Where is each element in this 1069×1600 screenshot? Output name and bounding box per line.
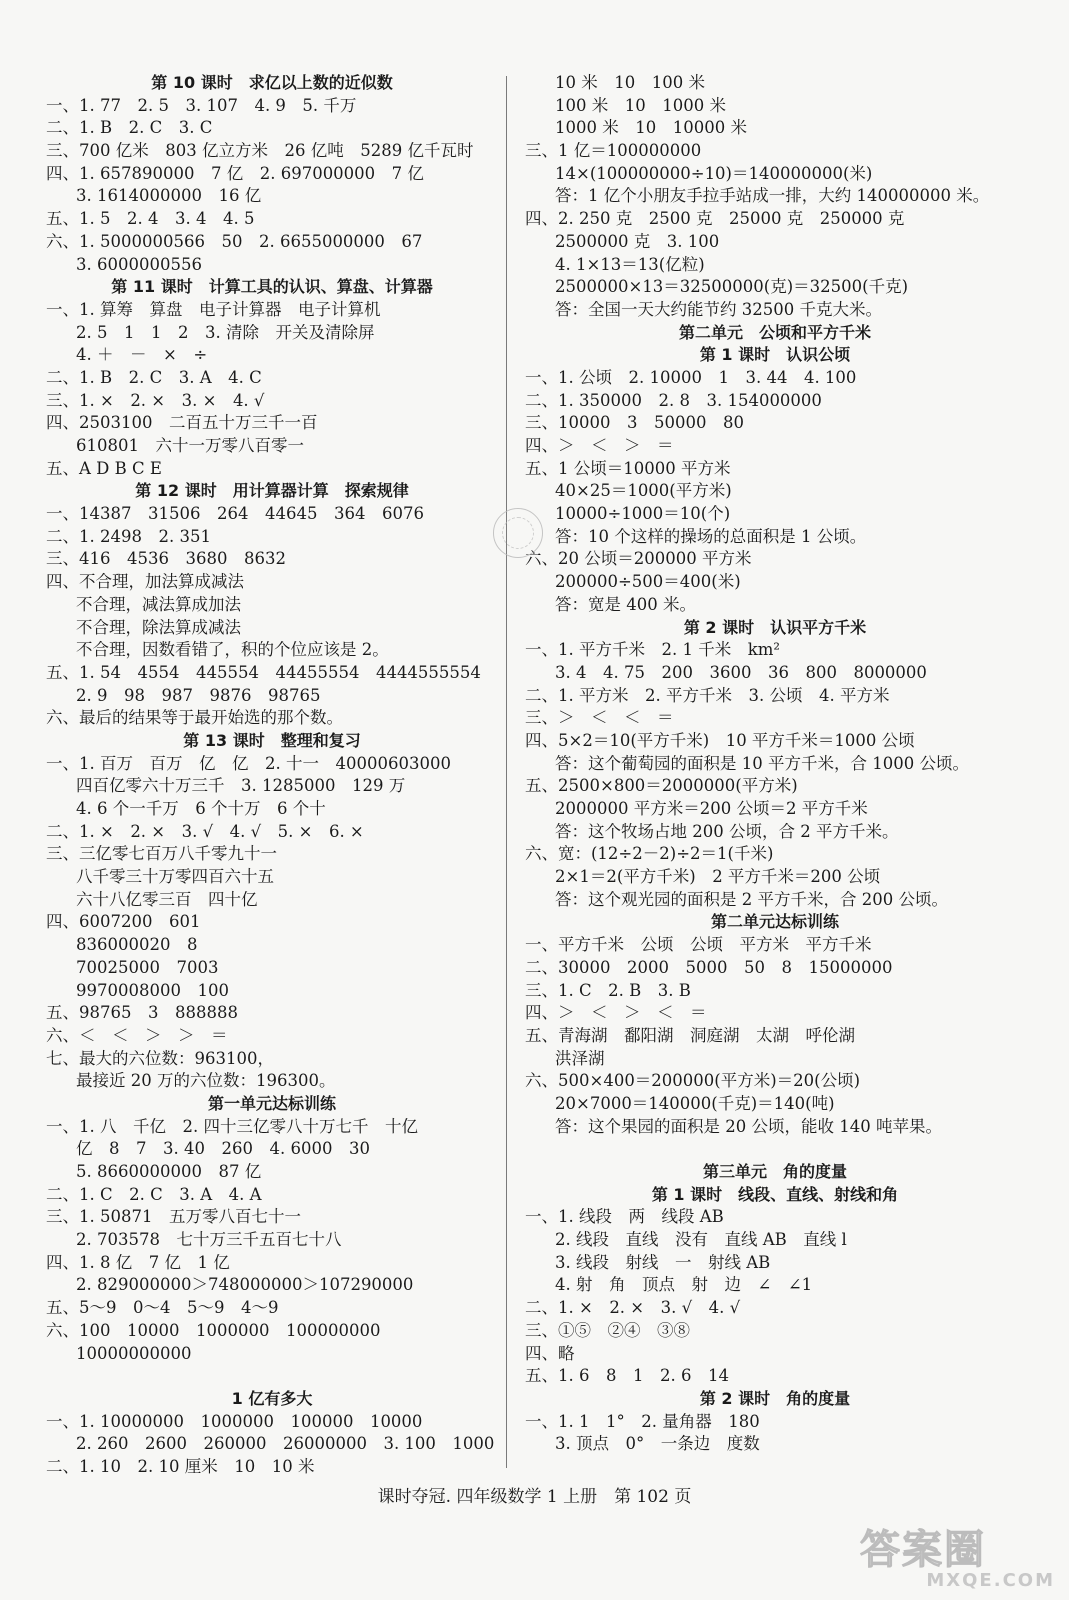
answer-line: 答：这个观光园的面积是 2 平方千米，合 200 公顷。 bbox=[555, 889, 948, 909]
answer-line: 七、最大的六位数：963100， bbox=[46, 1048, 274, 1068]
answer-line: 一、平方千米 公顷 公顷 平方米 平方千米 bbox=[525, 935, 872, 955]
answer-line: 二、1. B 2. C 3. A 4. C bbox=[46, 367, 262, 387]
answer-line: 2. 线段 直线 没有 直线 AB 直线 l bbox=[555, 1230, 847, 1250]
answer-line: 3. 4 4. 75 200 3600 36 800 8000000 bbox=[555, 662, 927, 682]
answer-line: 610801 六十一万零八百零一 bbox=[76, 436, 304, 455]
section-heading: 1 亿有多大 bbox=[231, 1388, 313, 1408]
section-heading: 第 13 课时 整理和复习 bbox=[183, 730, 361, 750]
answer-line: 一、1. 10000000 1000000 100000 10000 bbox=[46, 1411, 423, 1431]
answer-line: 四百亿零六十万三千 3. 1285000 129 万 bbox=[76, 776, 406, 796]
answer-line: 最接近 20 万的六位数：196300。 bbox=[76, 1071, 336, 1091]
section-heading: 第 12 课时 用计算器计算 探索规律 bbox=[135, 481, 409, 501]
answer-line: 五、1 公顷＝10000 平方米 bbox=[525, 458, 731, 478]
answer-line: 2500000 克 3. 100 bbox=[555, 231, 720, 251]
section-heading: 第 2 课时 角的度量 bbox=[699, 1388, 851, 1408]
watermark-logo bbox=[860, 1528, 1055, 1590]
answer-line: 一、1. 77 2. 5 3. 107 4. 9 5. 千万 bbox=[46, 95, 357, 115]
answer-line: 四、6007200 601 bbox=[46, 912, 201, 932]
answer-line: 2×1＝2(平方千米) 2 平方千米＝200 公顷 bbox=[555, 867, 881, 887]
answer-line: 9970008000 100 bbox=[76, 980, 229, 1000]
answer-line: 4. 6 个一千万 6 个十万 6 个十 bbox=[76, 799, 326, 818]
answer-line: 答：1 亿个小朋友手拉手站成一排，大约 140000000 米。 bbox=[555, 186, 990, 206]
answer-line: 答：全国一天大约能节约 32500 千克大米。 bbox=[555, 299, 882, 319]
answer-line: 14×(100000000÷10)＝140000000(米) bbox=[555, 163, 873, 183]
answer-line: 不合理，因数看错了，积的个位应该是 2。 bbox=[76, 640, 389, 660]
answer-line: 836000020 8 bbox=[76, 935, 198, 955]
answer-line: 四、略 bbox=[525, 1343, 575, 1363]
answer-line: 一、1. 1 1° 2. 量角器 180 bbox=[525, 1411, 760, 1431]
answer-line: 2500000×13＝32500000(克)＝32500(千克) bbox=[555, 277, 909, 297]
answer-line: 三、416 4536 3680 8632 bbox=[46, 549, 286, 569]
answer-line: 一、1. 平方千米 2. 1 千米 km² bbox=[525, 640, 780, 660]
answer-line: 三、①⑤ ②④ ③⑧ bbox=[525, 1320, 690, 1340]
answer-line: 4. 射 角 顶点 射 边 ∠ ∠1 bbox=[555, 1275, 813, 1295]
answer-line: 2. 829000000＞748000000＞107290000 bbox=[76, 1275, 414, 1295]
section-heading: 第 10 课时 求亿以上数的近似数 bbox=[151, 73, 393, 92]
section-heading: 第 1 课时 认识公顷 bbox=[699, 345, 851, 365]
right-column bbox=[525, 72, 1025, 1456]
answer-line: 20×7000＝140000(千克)＝140(吨) bbox=[555, 1093, 835, 1113]
answer-line: 四、＞ ＜ ＞ ＜ ＝ bbox=[525, 1003, 707, 1023]
answer-line: 一、1. 线段 两 线段 AB bbox=[525, 1207, 724, 1227]
answer-line: 六、100 10000 1000000 100000000 bbox=[46, 1320, 381, 1340]
answer-line: 200000÷500＝400(米) bbox=[555, 572, 741, 592]
answer-line: 四、5×2＝10(平方千米) 10 平方千米＝1000 公顷 bbox=[525, 730, 915, 750]
answer-line: 二、1. × 2. × 3. √ 4. √ bbox=[525, 1298, 741, 1318]
answer-line: 3. 线段 射线 一 射线 AB bbox=[555, 1252, 771, 1272]
answer-line: 亿 8 7 3. 40 260 4. 6000 30 bbox=[76, 1139, 370, 1159]
answer-line: 四、1. 657890000 7 亿 2. 697000000 7 亿 bbox=[46, 163, 424, 183]
answer-line: 40×25＝1000(平方米) bbox=[555, 481, 732, 501]
section-heading: 第 2 课时 认识平方千米 bbox=[683, 617, 867, 637]
answer-line: 4. ＋ － × ÷ bbox=[76, 345, 208, 365]
answer-line: 10000000000 bbox=[76, 1343, 192, 1363]
section-heading: 第 1 课时 线段、直线、射线和角 bbox=[651, 1184, 899, 1204]
blank-line bbox=[525, 1138, 1025, 1161]
answer-line: 二、1. 平方米 2. 平方千米 3. 公顷 4. 平方米 bbox=[525, 685, 890, 705]
answer-line: 答：这个葡萄园的面积是 10 平方千米，合 1000 公顷。 bbox=[555, 753, 969, 773]
section-heading: 第 11 课时 计算工具的认识、算盘、计算器 bbox=[111, 277, 433, 297]
answer-line: 一、14387 31506 264 44645 364 6076 bbox=[46, 504, 424, 524]
answer-line: 10000÷1000＝10(个) bbox=[555, 504, 731, 524]
answer-line: 二、30000 2000 5000 50 8 15000000 bbox=[525, 957, 893, 977]
column-divider bbox=[506, 76, 507, 1468]
answer-line: 答：这个果园的面积是 20 公顷，能收 140 吨苹果。 bbox=[555, 1116, 942, 1136]
answer-line: 答：这个牧场占地 200 公顷，合 2 平方千米。 bbox=[555, 821, 899, 841]
answer-line: 5. 8660000000 87 亿 bbox=[76, 1162, 262, 1181]
answer-line: 二、1. 10 2. 10 厘米 10 10 米 bbox=[46, 1456, 315, 1476]
answer-line: 一、1. 算筹 算盘 电子计算器 电子计算机 bbox=[46, 299, 381, 319]
answer-line: 2. 703578 七十万三千五百七十八 bbox=[76, 1230, 342, 1250]
answer-line: 四、2. 250 克 2500 克 25000 克 250000 克 bbox=[525, 209, 905, 229]
answer-line: 四、不合理，加法算成减法 bbox=[46, 572, 244, 592]
answer-line: 三、＞ ＜ ＜ ＝ bbox=[525, 708, 674, 728]
answer-line: 3. 6000000556 bbox=[76, 254, 202, 274]
section-heading: 第三单元 角的度量 bbox=[702, 1162, 847, 1181]
answer-line: 六十八亿零三百 四十亿 bbox=[76, 889, 258, 909]
answer-line: 三、1. 50871 五万零八百七十一 bbox=[46, 1207, 301, 1227]
answer-line: 三、1. × 2. × 3. × 4. √ bbox=[46, 390, 265, 410]
answer-line: 答：10 个这样的操场的总面积是 1 公顷。 bbox=[555, 526, 867, 546]
answer-line: 六、500×400＝200000(平方米)＝20(公顷) bbox=[525, 1071, 861, 1091]
answer-line: 四、＞ ＜ ＞ ＝ bbox=[525, 436, 674, 455]
watermark-url: MXQE.COM bbox=[926, 1570, 1055, 1591]
section-heading: 第一单元达标训练 bbox=[207, 1093, 336, 1113]
answer-line: 不合理，减法算成加法 bbox=[76, 594, 241, 614]
page-footer: 课时夺冠. 四年级数学 1 上册 第 102 页 bbox=[377, 1487, 692, 1507]
answer-line: 答：宽是 400 米。 bbox=[555, 594, 696, 614]
answer-line: 六、＜ ＜ ＞ ＞ ＝ bbox=[46, 1025, 228, 1045]
answer-line: 1000 米 10 10000 米 bbox=[555, 118, 747, 138]
answer-line: 六、20 公顷＝200000 平方米 bbox=[525, 549, 752, 569]
answer-line: 五、1. 54 4554 445554 44455554 4444555554 bbox=[46, 662, 481, 682]
answer-line: 二、1. B 2. C 3. C bbox=[46, 118, 213, 138]
answer-line: 二、1. 350000 2. 8 3. 154000000 bbox=[525, 390, 822, 410]
answer-line: 2000000 平方米＝200 公顷＝2 平方千米 bbox=[555, 799, 868, 818]
answer-line: 三、700 亿米 803 亿立方米 26 亿吨 5289 亿千瓦时 bbox=[46, 141, 474, 161]
answer-line: 三、三亿零七百万八千零九十一 bbox=[46, 844, 277, 864]
answer-line: 五、2500×800＝2000000(平方米) bbox=[525, 776, 798, 796]
answer-line: 不合理，除法算成减法 bbox=[76, 617, 241, 637]
answer-line: 4. 1×13＝13(亿粒) bbox=[555, 254, 705, 274]
left-column bbox=[46, 72, 498, 1479]
answer-line: 一、1. 百万 百万 亿 亿 2. 十一 40000603000 bbox=[46, 753, 451, 773]
answer-line: 六、1. 5000000566 50 2. 6655000000 67 bbox=[46, 231, 423, 251]
watermark-title: 答案圈 bbox=[860, 1527, 986, 1573]
answer-line: 70025000 7003 bbox=[76, 957, 219, 977]
answer-line: 一、1. 八 千亿 2. 四十三亿零八十万七千 十亿 bbox=[46, 1116, 418, 1136]
blank-line bbox=[46, 1365, 498, 1388]
answer-line: 六、宽：(12÷2－2)÷2＝1(千米) bbox=[525, 844, 774, 864]
answer-line: 2. 5 1 1 2 3. 清除 开关及清除屏 bbox=[76, 322, 375, 342]
answer-line: 八千零三十万零四百六十五 bbox=[76, 867, 274, 887]
section-heading: 第二单元 公顷和平方千米 bbox=[678, 322, 871, 342]
answer-line: 10 米 10 100 米 bbox=[555, 73, 705, 92]
answer-line: 洪泽湖 bbox=[555, 1048, 605, 1068]
answer-line: 五、青海湖 鄱阳湖 洞庭湖 太湖 呼伦湖 bbox=[525, 1025, 855, 1045]
answer-line: 二、1. × 2. × 3. √ 4. √ 5. × 6. × bbox=[46, 821, 364, 841]
answer-line: 五、1. 5 2. 4 3. 4 4. 5 bbox=[46, 209, 255, 229]
answer-line: 五、98765 3 888888 bbox=[46, 1003, 238, 1023]
section-heading: 第二单元达标训练 bbox=[710, 912, 839, 932]
answer-line: 五、5～9 0～4 5～9 4～9 bbox=[46, 1298, 279, 1318]
answer-line: 二、1. 2498 2. 351 bbox=[46, 526, 211, 546]
answer-line: 2. 9 98 987 9876 98765 bbox=[76, 685, 321, 705]
answer-line: 六、最后的结果等于最开始选的那个数。 bbox=[46, 708, 343, 728]
answer-line: 五、1. 6 8 1 2. 6 14 bbox=[525, 1366, 729, 1386]
answer-line: 三、10000 3 50000 80 bbox=[525, 413, 744, 433]
answer-line: 一、1. 公顷 2. 10000 1 3. 44 4. 100 bbox=[525, 367, 857, 387]
answer-line: 二、1. C 2. C 3. A 4. A bbox=[46, 1184, 262, 1204]
answer-line: 3. 顶点 0° 一条边 度数 bbox=[555, 1434, 760, 1454]
answer-line: 四、1. 8 亿 7 亿 1 亿 bbox=[46, 1252, 230, 1272]
answer-line: 100 米 10 1000 米 bbox=[555, 95, 726, 115]
answer-line: 四、2503100 二百五十万三千一百 bbox=[46, 413, 318, 433]
answer-line: 三、1. C 2. B 3. B bbox=[525, 980, 691, 1000]
answer-line: 三、1 亿＝100000000 bbox=[525, 141, 702, 161]
answer-line: 2. 260 2600 260000 26000000 3. 100 1000 bbox=[76, 1434, 495, 1454]
stamp-mark bbox=[493, 508, 543, 558]
answer-line: 五、A D B C E bbox=[46, 458, 162, 478]
answer-line: 3. 1614000000 16 亿 bbox=[76, 186, 262, 206]
